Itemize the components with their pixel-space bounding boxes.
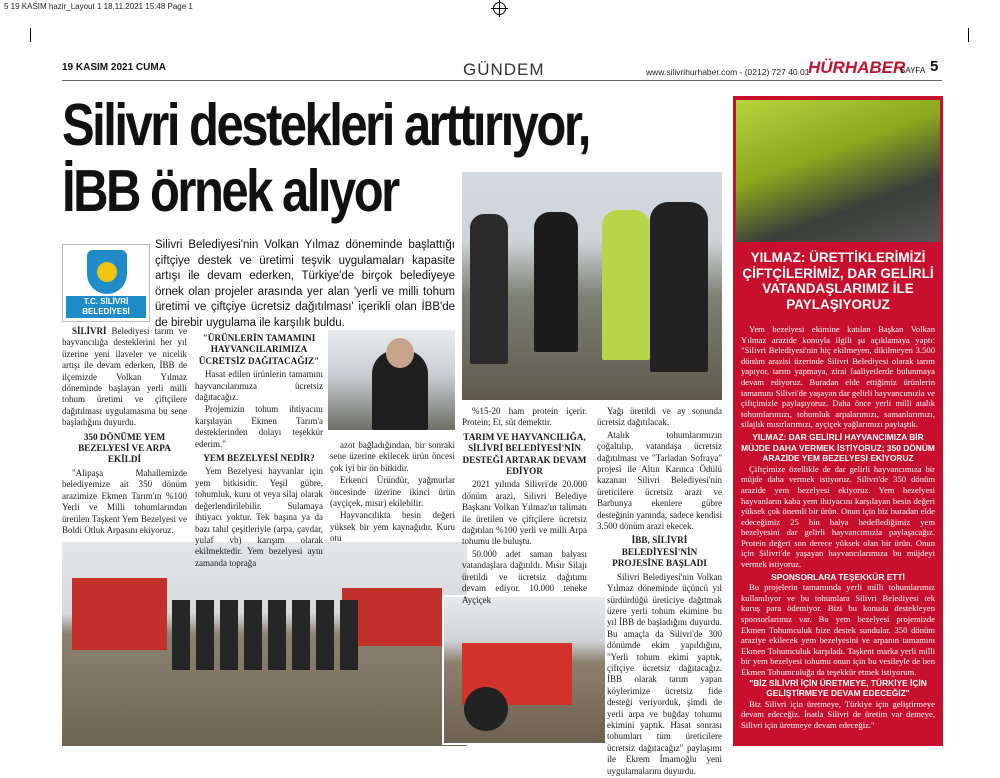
col2-paragraph-2: Projemizin tohum ihtiyacını karşılayan Ekmen Tarım'a desteklerinden dolayı teşekkür ederim.": [195, 404, 323, 449]
sidebar-quote: "BİZ SİLİVRİ İÇİN ÜRETMEYE, TÜRKİYE İÇİN GELİŞTİRMEYE DEVAM EDECEĞİZ": [749, 677, 927, 699]
article-column-5: [597, 406, 722, 778]
col3-paragraph-2: Erkenci Üründür, yağmurlar öncesinde üzerine ikinci ürün (ayçiçek, mısır) ekilebilir.: [330, 475, 455, 509]
article-column-1: [62, 326, 187, 537]
col4-paragraph-1: 2021 yılında Silivri'de 20.000 dönüm arazi, Silivri Belediye Başkanı Volkan Yılmaz'ın talimatı ile üretilen ve çiftçilere ücretsiz dağıtılan %100 yerli ve milli Arpa tohumu ile buluştu.: [462, 479, 587, 547]
headline-line-2: İBB örnek alıyor: [62, 158, 398, 224]
article-column-3: [330, 440, 455, 546]
sidebar-paragraph-4: Biz Silivri için üretmeye, Türkiye için geliştirmeye devam edeceğiz. İnatla Silivri de üretim var demeye, Silivri için üretmeye devam edeceğiz.": [741, 698, 935, 730]
lead-paragraph: Silivri Belediyesi'nin Volkan Yılmaz döneminde başlattığı çiftçiye destek ve üretimi teşvik uygulamaları kapasite artışı ile devam ederken, Türkiye'de birçok belediyeye örnek olan projeler arasında yer alan 'yerli ve milli tohum üretimi ve çiftçiye ücretsiz dağıtılması' içerikli olan İBB'de de birebir uygulama ile karşılık buldu.: [155, 239, 455, 329]
col3-paragraph-1: azot bağladığından, bir sonraki sene üzerine ekilecek ürün öncesi çok iyi bir ön bitkidir.: [330, 440, 455, 473]
article-column-4: [462, 406, 587, 607]
group-photo-top: [462, 172, 722, 400]
sidebar-paragraph-2: Çiftçimize özellikle de dar gelirli hayvancımıza bir müjde daha vermek istiyoruz. Silivri'de 350 dönüm arazide yem bezelyesi ekiyoruz. Yem bezelyesi hayvanların kaba yem ihtiyacını karşılayan besin değeri yüksek çok önemli bir ürün. Onun için biz buradan elde edeceğimiz 25 bin balya hedeflediğimiz yem bezelyesini dar gelirli hayvancımızla paylaşacağız. Protein değeri son derece yüksek olan bir ürün. Onun için Silivri'de yaşayan hayvancılarımıza bu müjdeyi vermek istiyoruz.: [741, 463, 935, 570]
col1-subheading: 350 DÖNÜME YEM BEZELYESİ VE ARPA EKİLDİ: [78, 431, 171, 465]
col5-paragraph-2: Silivri Belediyesi'nin Volkan Yılmaz döneminde üçüncü yıl sürdürdüğü üreticiye dağıtmak üzere yerli tohum ekimine bu yıl İBB de başladığını duyurdu. Bu amaçla da Silivri'de 300 dönümde ekim yapıldığını, "Yerli tohum ekimi yaptık, çiftçiye ücretsiz dağıtacağız. İBB olarak tarım yapan köylerimize ücretsiz fide desteği veriyorduk, şimdi de yerli arpa ve buğday tohumu ekimini yaptık. Hasat sonrası tohumları tüm üreticilere ücretsiz dağıtacağız" paylaşımı ile Ekrem İmamoğlu yeni uygulamalarını duyurdu.: [607, 571, 722, 776]
sidebar-paragraph-1: Yem bezelyesi ekimine katılan Başkan Volkan Yılmaz arazide konuyla ilgili şu açıklamaya yaptı: "Silivri Belediyesi'nin hiç ekilmeyen, dikilmeyen 3.500 dönüm arazisi üzerinde Silivri Belediyesi olarak tarım yapıyor, tarım yapmaya, zirai faaliyetlerde bulunmaya devam ediyoruz. Buradan elde ettiğimiz ürünlerin tamamını Silivri'de yaşayan dar gelirli hayvancımızla ve çiftçimizle paylaşıyoruz. Daha önce yerli milli atalık tohumlarımızı, tohumluk arpalarımızı, samanlarımızı, silajlık mısırlarımızı, ayçiçek yağlarımızı paylaştık.: [741, 324, 935, 430]
sidebar-body: [741, 324, 935, 731]
col5-paragraph-0: Yağı üretildi ve ay sonunda ücretsiz dağıtılacak.: [597, 406, 722, 428]
col2-paragraph-1: Hasat edilen ürünlerin tamamını hayvancılarımıza ücretsiz dağıtacağız.: [195, 369, 323, 403]
contact-info: www.silivrihurhaber.com - (0212) 727 40 01: [646, 67, 810, 77]
section-title: GÜNDEM: [463, 60, 545, 79]
header-rule: [62, 80, 942, 81]
crest-shield-icon: [87, 250, 127, 294]
article-column-2: [195, 330, 323, 570]
page-label: SAYFA: [900, 66, 926, 75]
headline-line-1: Silivri destekleri arttırıyor,: [62, 92, 589, 158]
registration-mark-icon: [493, 2, 506, 15]
mayor-tractor-photo: [736, 100, 940, 242]
tractor-photo: [442, 595, 607, 745]
print-slug: 5 19 KASIM hazir_Layout 1 18.11.2021 15:48 Page 1: [4, 2, 193, 11]
col1-paragraph-1: SİLİVRİ Belediyesi tarım ve hayvancılığa desteklerini her yıl üzerine yeni ilaveler ve nicelik artışı ile devam ederken, İBB de ilçemizde Volkan Yılmaz döneminde başlayan yerli milli tohum üretimi ve çiftçilere dağıtılması uygulamasına bu sene başladığını duyurdu.: [62, 326, 187, 428]
page-number: 5: [930, 58, 939, 75]
col3-paragraph-3: Hayvancılıkta besin değeri yüksek bir yem kaynağıdır. Kuru otu: [330, 510, 455, 544]
col5-subheading: İBB, SİLİVRİ BELEDİYESİ'NİN PROJESİNE BAŞLADI: [612, 535, 707, 569]
col1-paragraph-2: "Alipaşa Mahallemizde belediyemize ait 350 dönüm arazimize Ekmen Tarım'ın %100 Yerli ve Milli tohumlarından üretilen Taşkent Yem Bezelyesi ve Boldi Otluk Arpasını ekiyoruz.: [62, 467, 187, 535]
col1-dropcap: SİLİVRİ: [72, 326, 107, 336]
issue-date: 19 KASIM 2021 CUMA: [62, 62, 166, 73]
col4-paragraph-2: 50.000 adet saman balyası vatandaşlara dağıtıldı. Mısır Silajı üretildi ve ücretsiz dağıtımı devam ediyor. 10.000 teneke Ayçiçek: [462, 548, 587, 605]
sidebar-box: [733, 96, 943, 746]
sidebar-subheading-2: SPONSORLARA TEŞEKKÜR ETTİ: [771, 571, 905, 582]
col2-paragraph-3: Yem Bezelyesi hayvanlar için yem bitkisidir. Yeşil gübre, tohumluk, kuru ot veya silaj olarak değerlendirilebilir. Sulamaya ihtiyacı yoktur. Tek başına ya da bazı tahıl çeşitleriyle (arpa, çavdar, yulaf vb) karışım olarak ekilmektedir. Yem bezelyesi aynı zamanda toprağa: [195, 466, 323, 568]
sidebar-subheading-1: YILMAZ: DAR GELİRLİ HAYVANCIMIZA BİR MÜJDE DAHA VERMEK İSTİYORUZ; 350 DÖNÜM ARAZİDE YEM BEZELYESİ EKİYORUZ: [741, 431, 935, 464]
col2-subheading-2: YEM BEZELYESİ NEDİR?: [203, 453, 315, 464]
col5-paragraph-1: Atalık tohumlarımızın çoğaltılıp, vatandaşa ücretsiz dağıtılması ve "Tarladan Sofraya" projesi ile Altın Karınca Ödülü kazanan Silivri Belediyesi'nin üreticilere ücretsiz arazi ve Barbunya ekenlere gübre desteğinin yanında, sadece kendisi 3.500 dönüm arazi ekecek.: [597, 429, 722, 532]
sidebar-paragraph-3: Bu projelerin tamamında yerli milli tohumlarımız kullanılıyor ve bu tohumlara Silivri Belediyesi tek kuruş para ödemiyor. Bizi bu konuda destekleyen sponsorlarımız var. Bu yem bezelyesi projemizde Ekmen Tohumculuk bize destek sundular. 350 dönüm araziye ekilecek yem bezelyesini ve arpanın tamamını Ekmen Tohumculuk karşıladı. Taşkent marka yerli milli bir yem bezelyesi tohumu onun için bu vesileyle de ben Ekmen Tohumculuğa da teşekkür etmek istiyorum.: [741, 582, 935, 677]
hurhaber-logo: HÜRHABER: [808, 58, 906, 77]
field-group-photo: [62, 542, 467, 746]
crop-mark-left: [30, 28, 31, 42]
col4-paragraph-0: %15-20 ham protein içerir. Protein; Et, süt demektir.: [462, 406, 587, 428]
crop-mark-right: [968, 28, 969, 42]
col2-subheading-1: "ÜRÜNLERİN TAMAMINI HAYVANCILARIMIZA ÜCRETSİZ DAĞITACAĞIZ": [198, 333, 320, 366]
col4-subheading: TARIM VE HAYVANCILIĞA, SİLİVRİ BELEDİYESİ'NİN DESTEĞİ ARTARAK DEVAM EDİYOR: [462, 431, 587, 477]
crest-label: T.C. SİLİVRİ BELEDİYESİ: [66, 296, 146, 318]
sidebar-headline: YILMAZ: ÜRETTİKLERİMİZİ ÇİFTÇİLERİMİZ, DAR GELİRLİ VATANDAŞLARIMIZ İLE PAYLAŞIYORUZ: [742, 250, 934, 312]
mayor-portrait-photo: [328, 330, 455, 430]
silivri-municipality-crest: [62, 244, 150, 322]
